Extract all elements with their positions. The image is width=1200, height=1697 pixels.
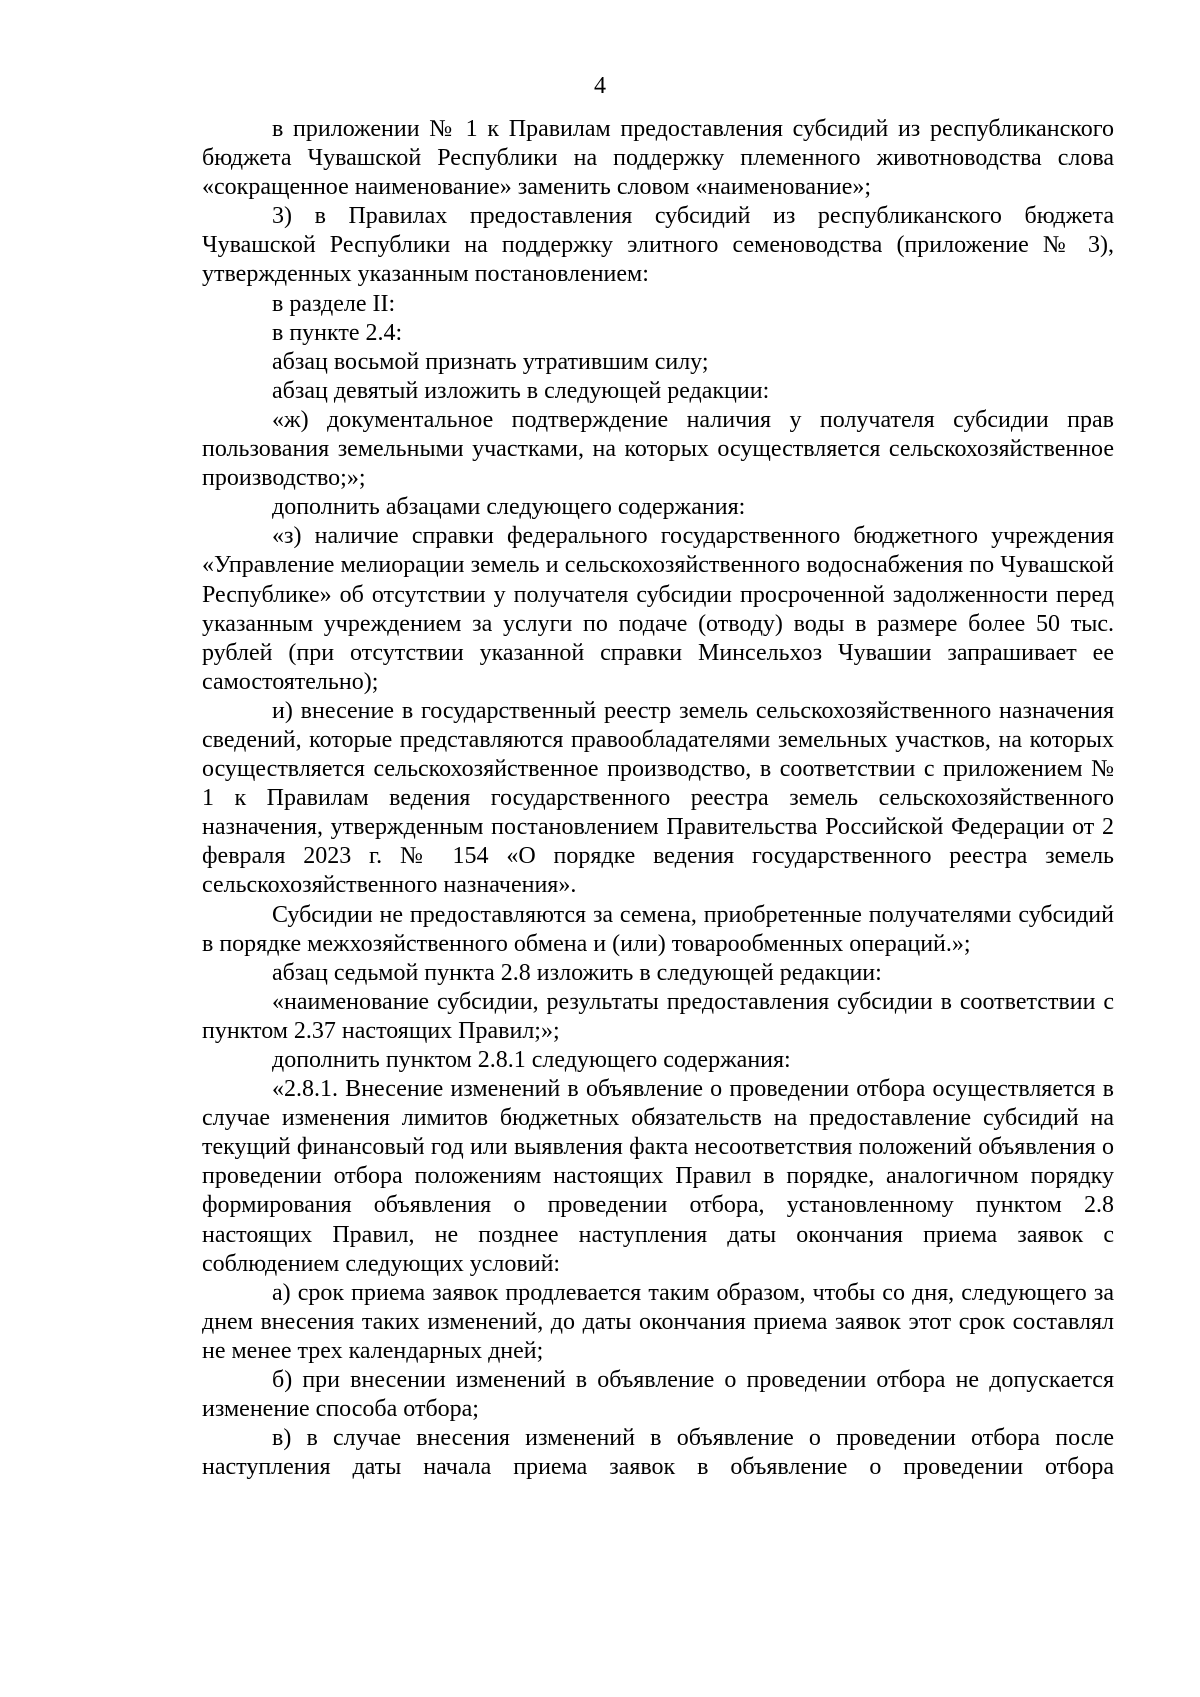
paragraph: 3) в Правилах предоставления субсидий из республиканского бюджета Чувашской Республики на поддержку элитного семеноводства (приложение № 3), утвержденных указанным постановлением: [202, 203, 1114, 288]
paragraph: «ж) документальное подтверждение наличия у получателя субсидии прав пользования земельными участками, на которых осуществляется сельскохозяйственное производство;»; [202, 406, 1114, 492]
paragraph: абзац седьмой пункта 2.8 изложить в следующей редакции: [272, 959, 882, 986]
paragraph: и) внесение в государственный реестр земель сельскохозяйственного назначения сведений, которые представляются правообладателями земельных участков, на которых осуществляется сельскохозяйственное производство, в соответствии с приложением № 1 к Правилам ведения государственного реестра земель сельскохозяйственного назначения, утвержденным постановлением Правительства Российской Федерации от 2 февраля 2023 г. № 154 «О порядке ведения государственного реестра земель сельскохозяйственного назначения». [202, 697, 1114, 899]
paragraph: в приложении № 1 к Правилам предоставления субсидий из республиканского бюджета Чувашской Республики на поддержку племенного животноводства слова «сокращенное наименование» заменить словом «наименование»; [202, 116, 1114, 201]
paragraph: в разделе II: [272, 290, 396, 317]
paragraph: б) при внесении изменений в объявление о проведении отбора не допускается изменение способа отбора; [202, 1367, 1114, 1423]
paragraph-continued: в) в случае внесения изменений в объявление о проведении отбора после наступления даты начала приема заявок в объявление о проведении отбора [202, 1425, 1114, 1481]
paragraph: «з) наличие справки федерального государственного бюджетного учреждения «Управление мелиорации земель и сельскохозяйственного водоснабжения по Чувашской Республике» об отсутствии у получателя субсидии просроченной задолженности перед указанным учреждением за услуги по подаче (отводу) воды в размере более 50 тыс. рублей (при отсутствии указанной справки Минсельхоз Чувашии запрашивает ее самостоятельно); [202, 523, 1114, 695]
paragraph: «наименование субсидии, результаты предоставления субсидии в соответствии с пунктом 2.37 настоящих Правил;»; [202, 988, 1114, 1044]
paragraph: абзац девятый изложить в следующей редакции: [272, 377, 770, 404]
paragraph: дополнить абзацами следующего содержания: [272, 494, 746, 521]
paragraph: «2.8.1. Внесение изменений в объявление о проведении отбора осуществляется в случае изменения лимитов бюджетных обязательств на предоставление субсидий на текущий финансовый год или выявления факта несоответствия положений объявления о проведении отбора положениям настоящих Правил в порядке, аналогичном порядку формирования объявления о проведении отбора, установленному пунктом 2.8 настоящих Правил, не позднее наступления даты окончания приема заявок с соблюдением следующих условий: [202, 1076, 1114, 1277]
paragraph: в пункте 2.4: [272, 319, 403, 346]
document-body [202, 115, 1114, 1482]
paragraph: Субсидии не предоставляются за семена, приобретенные получателями субсидий в порядке межхозяйственного обмена и (или) товарообменных операций.»; [202, 901, 1114, 957]
paragraph: абзац восьмой признать утратившим силу; [272, 348, 709, 375]
paragraph: дополнить пунктом 2.8.1 следующего содержания: [272, 1047, 791, 1073]
page-number: 4 [594, 73, 606, 99]
paragraph: а) срок приема заявок продлевается таким образом, чтобы со дня, следующего за днем внесения таких изменений, до даты окончания приема заявок этот срок составлял не менее трех календарных дней; [202, 1279, 1114, 1364]
